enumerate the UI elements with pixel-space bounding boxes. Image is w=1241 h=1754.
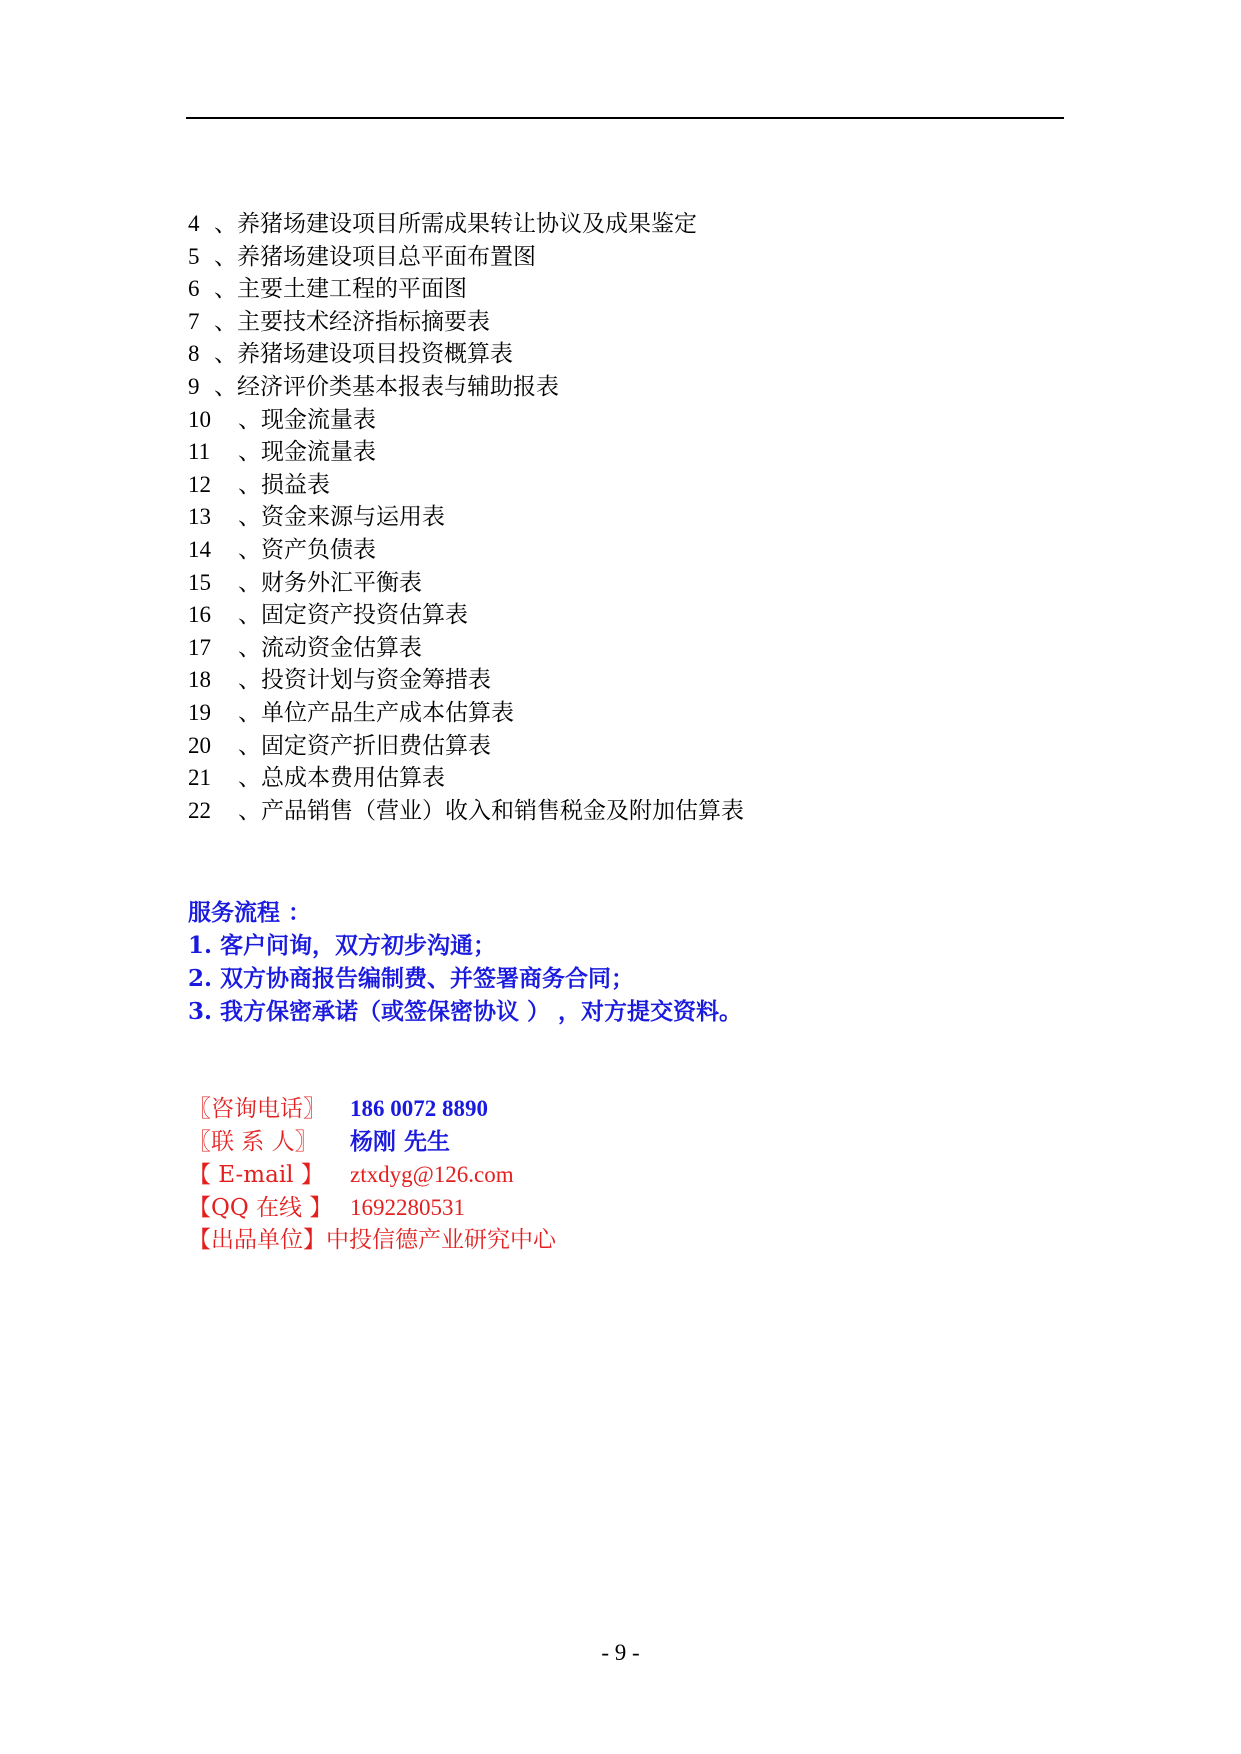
header-rule [186,117,1064,119]
toc-item-number: 6 [188,276,200,302]
toc-item-text: 、资产负债表 [238,536,376,563]
contact-block [188,1092,556,1257]
phone-value[interactable]: 186 0072 8890 [350,1096,488,1121]
toc-item [188,567,744,600]
toc-item-text: 、资金来源与运用表 [238,504,445,531]
toc-item-text: 、现金流量表 [238,406,376,433]
toc-item-text: 、流动资金估算表 [238,634,422,661]
publisher-line: 【出品单位】中投信德产业研究中心 [188,1227,556,1253]
toc-item [188,795,744,828]
toc-item-number: 18 [188,667,211,693]
toc-item-number: 14 [188,536,211,562]
toc-item-number: 8 [188,341,200,367]
toc-item [188,762,744,795]
contact-email-row [188,1158,556,1191]
toc-item [188,730,744,763]
toc-item-text: 、总成本费用估算表 [238,765,445,792]
toc-item [188,273,744,306]
service-title: 服务流程 ： [188,899,312,926]
toc-item-text: 、主要技术经济指标摘要表 [214,308,490,335]
toc-item [188,338,744,371]
toc-item [188,436,744,469]
person-value: 杨刚 先生 [350,1128,451,1155]
service-step: 3. 我方保密承诺（或签保密协议 ） ，对方提交资料。 [188,998,743,1025]
toc-item-number: 22 [188,797,211,823]
toc-item-text: 、养猪场建设项目投资概算表 [214,341,513,368]
toc-item [188,241,744,274]
toc-item-text: 、养猪场建设项目总平面布置图 [214,243,536,270]
toc-item [188,306,744,339]
toc-item [188,469,744,502]
toc-item-number: 10 [188,406,211,432]
toc-item [188,599,744,632]
toc-item-text: 、产品销售（营业）收入和销售税金及附加估算表 [238,797,744,824]
toc-item-number: 17 [188,634,211,660]
toc-item-number: 19 [188,699,211,725]
service-step: 1. 客户问询，双方初步沟通； [188,932,497,959]
email-label: 【 E-mail 】 [188,1162,324,1188]
toc-item [188,697,744,730]
toc-item-number: 9 [188,373,200,399]
qq-value: 1692280531 [350,1195,465,1220]
toc-item-text: 、主要土建工程的平面图 [214,276,467,303]
person-label: 〖联 系 人〗 [188,1129,318,1155]
toc-item-number: 5 [188,243,200,269]
toc-item-number: 4 [188,211,200,236]
toc-item [188,371,744,404]
toc-item-number: 12 [188,471,211,497]
toc-item [188,664,744,697]
toc-item-text: 、财务外汇平衡表 [238,569,422,596]
toc-item-number: 16 [188,602,211,628]
toc-item-number: 15 [188,569,211,595]
toc-item [188,632,744,665]
toc-item-number: 13 [188,504,211,530]
toc-item [188,534,744,567]
toc-item-text: 、经济评价类基本报表与辅助报表 [214,373,559,400]
toc-item [188,501,744,534]
toc-item-text: 、固定资产投资估算表 [238,602,468,629]
toc-item-number: 20 [188,732,211,758]
toc-list [188,208,744,827]
qq-label: 【QQ 在线 】 [188,1195,333,1221]
contact-phone-row [188,1092,556,1125]
page-number: - 9 - [601,1640,640,1665]
phone-label: 〖咨询电话〗 [188,1096,326,1122]
toc-item-text: 、现金流量表 [238,439,376,466]
toc-item-text: 、损益表 [238,471,330,498]
service-process [188,896,742,1028]
contact-person-row [188,1125,556,1158]
toc-item [188,404,744,437]
toc-item-number: 21 [188,765,211,791]
toc-item-number: 7 [188,308,200,334]
contact-qq-row [188,1191,556,1224]
toc-item-text: 、养猪场建设项目所需成果转让协议及成果鉴定 [214,211,697,237]
toc-item-text: 、单位产品生产成本估算表 [238,699,514,726]
service-step: 2. 双方协商报告编制费、并签署商务合同； [188,965,635,992]
email-value[interactable]: ztxdyg@126.com [350,1162,514,1187]
toc-item [188,208,744,241]
toc-item-text: 、固定资产折旧费估算表 [238,732,491,759]
toc-item-number: 11 [188,439,211,465]
toc-item-text: 、投资计划与资金筹措表 [238,667,491,694]
